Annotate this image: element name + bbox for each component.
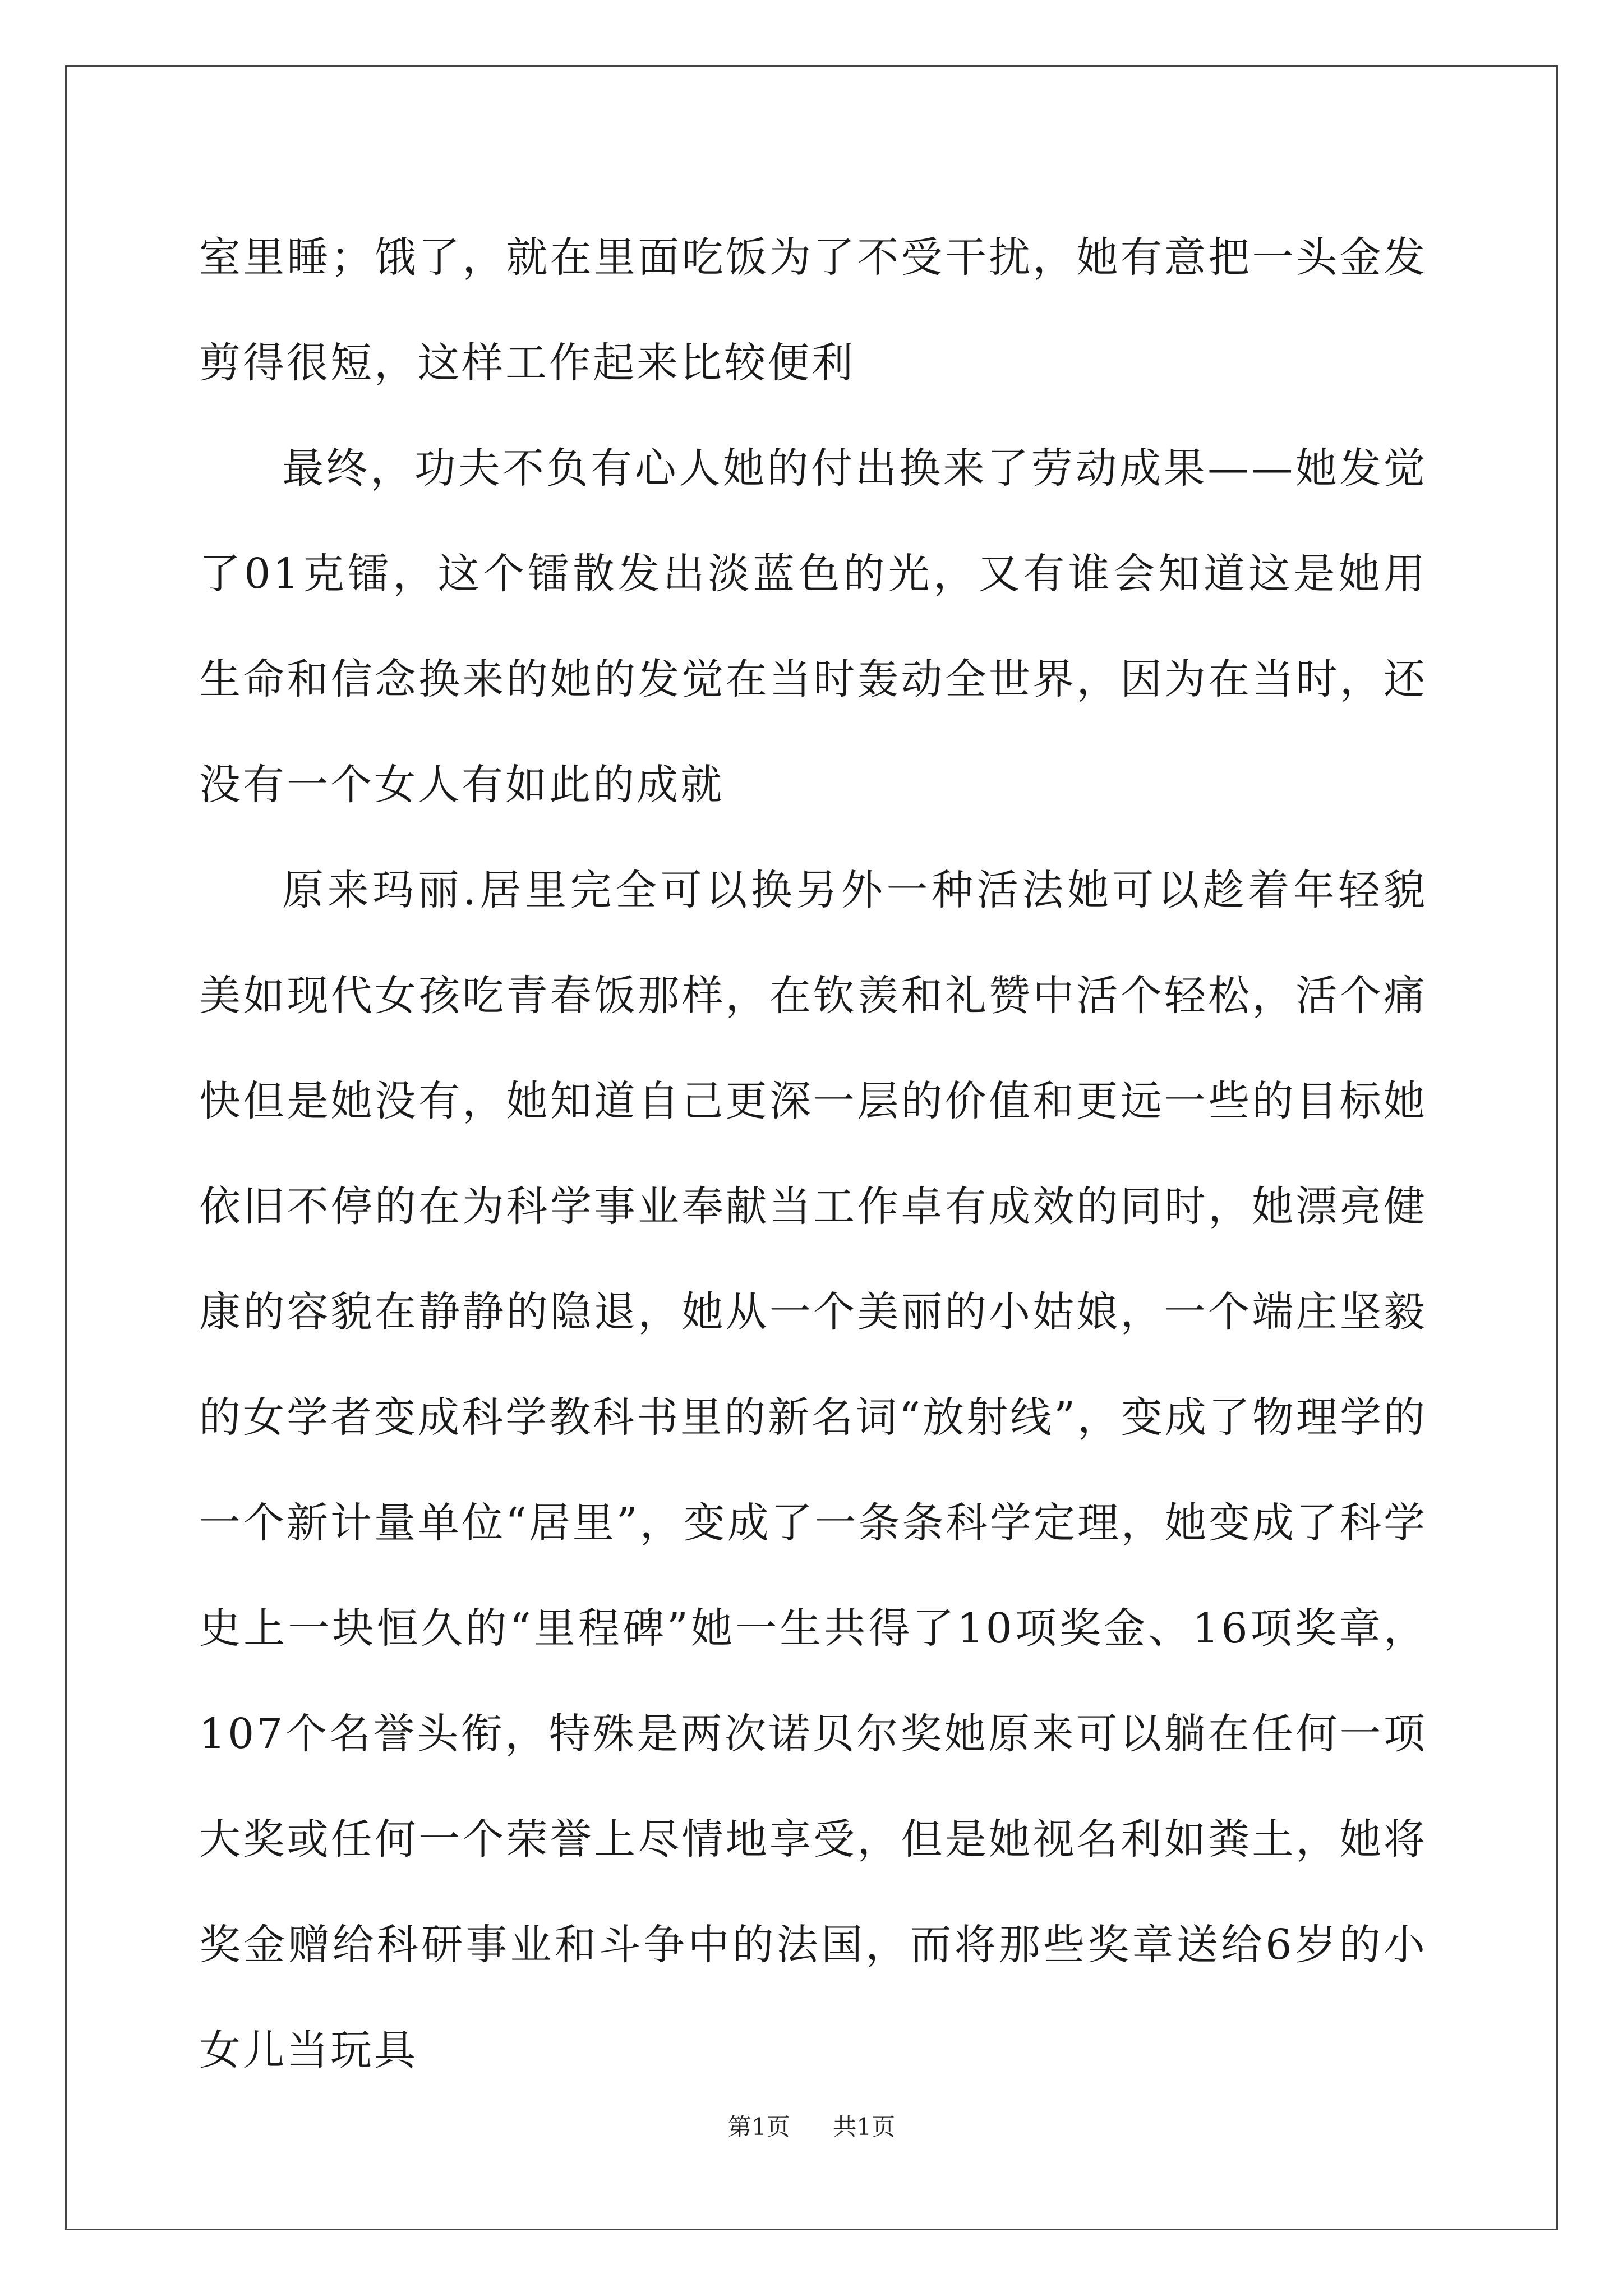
paragraph-3: 原来玛丽.居里完全可以换另外一种活法她可以趁着年轻貌美如现代女孩吃青春饭那样，在钦羡和礼赞中活个轻松，活个痛快但是她没有，她知道自己更深一层的价值和更远一些的目标她依旧不停的在为科学事业奉献当工作卓有成效的同时，她漂亮健康的容貌在静静的隐退，她从一个美丽的小姑娘，一个端庄坚毅的女学者变成科学教科书里的新名词“放射线”，变成了物理学的一个新计量单位“居里”，变成了一条条科学定理，她变成了科学史上一块恒久的“里程碑”她一生共得了10项奖金、16项奖章，107个名誉头衔，特殊是两次诺贝尔奖她原来可以躺在任何一项大奖或任何一个荣誉上尽情地享受，但是她视名利如粪土，她将奖金赠给科研事业和斗争中的法国，而将那些奖章送给6岁的小女儿当玩具 — [199, 866, 1427, 2074]
paragraph-1: 室里睡；饿了，就在里面吃饭为了不受干扰，她有意把一头金发剪得很短，这样工作起来比较便利 — [199, 233, 1427, 387]
document-body — [199, 205, 1427, 2103]
page-number: 第1页 — [727, 2113, 790, 2141]
page-footer — [0, 2110, 1623, 2144]
page-total: 共1页 — [833, 2113, 896, 2141]
paragraph-2: 最终，功夫不负有心人她的付出换来了劳动成果——她发觉了01克镭，这个镭散发出淡蓝色的光，又有谁会知道这是她用生命和信念换来的她的发觉在当时轰动全世界，因为在当时，还没有一个女人有如此的成就 — [199, 444, 1427, 809]
